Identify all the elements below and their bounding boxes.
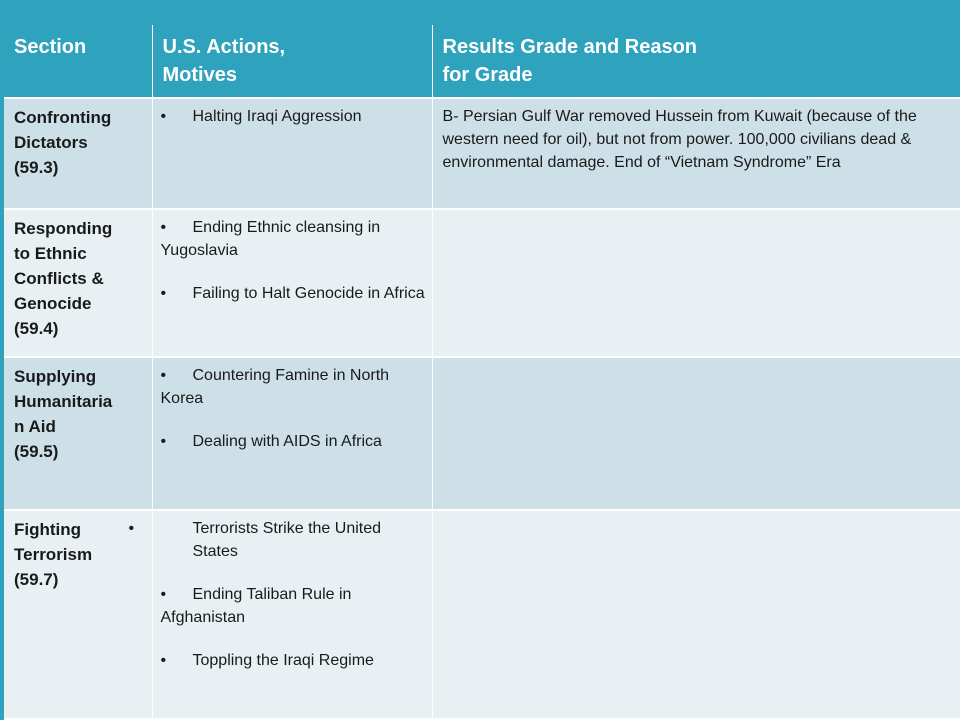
section-line: Genocide xyxy=(14,294,92,313)
header-results xyxy=(432,25,960,98)
actions-list xyxy=(128,517,426,563)
header-actions xyxy=(152,25,432,98)
action-item xyxy=(161,583,426,629)
section-cell xyxy=(4,510,152,719)
action-text: Failing to Halt Genocide in Africa xyxy=(192,285,425,302)
actions-cell xyxy=(152,357,432,510)
action-text: Dealing with AIDS in Africa xyxy=(192,433,382,450)
action-item xyxy=(161,430,426,453)
actions-cell xyxy=(128,510,432,719)
table-row xyxy=(4,98,960,209)
section-line: Responding xyxy=(14,219,113,238)
actions-list xyxy=(161,216,426,305)
table-header-row xyxy=(4,25,960,98)
action-item xyxy=(161,216,426,262)
header-actions-line-1: U.S. Actions, xyxy=(162,36,286,58)
bullet-icon: • xyxy=(160,433,167,450)
bullet-icon: • xyxy=(160,285,167,302)
action-item xyxy=(161,649,426,672)
section-line: Terrorism xyxy=(14,545,93,564)
section-line: n Aid xyxy=(14,417,56,436)
bullet-icon: • xyxy=(128,520,135,537)
action-item xyxy=(161,364,426,410)
actions-list xyxy=(161,105,426,128)
action-text: Toppling the Iraqi Regime xyxy=(192,652,374,669)
section-line: Confronting xyxy=(14,108,112,127)
result-cell xyxy=(432,209,960,357)
action-item xyxy=(161,105,426,128)
bullet-icon: • xyxy=(160,586,167,603)
action-text: Ending Taliban Rule in Afghanistan xyxy=(160,586,352,626)
actions-cell xyxy=(152,98,432,209)
action-text: Countering Famine in North Korea xyxy=(160,367,390,407)
result-cell xyxy=(432,510,960,719)
actions-cell xyxy=(152,209,432,357)
header-results-line-1: Results Grade and Reason xyxy=(442,36,698,58)
table-row xyxy=(4,209,960,357)
section-line: (59.4) xyxy=(14,319,59,338)
section-line: Supplying xyxy=(14,367,97,386)
bullet-icon: • xyxy=(160,219,167,236)
bullet-icon: • xyxy=(160,108,167,125)
slide-top-band xyxy=(0,0,960,25)
action-item xyxy=(161,282,426,305)
result-cell xyxy=(432,98,960,209)
section-line: (59.7) xyxy=(14,570,59,589)
header-section xyxy=(4,25,152,98)
result-text: B- Persian Gulf War removed Hussein from Kuwait (because of the western need for oil), but not from power. 100,000 civilians dead & environmental damage. End of “Vietnam Syndrome” Era xyxy=(442,108,917,171)
section-cell xyxy=(4,209,152,357)
action-text: Halting Iraqi Aggression xyxy=(192,108,362,125)
table-row xyxy=(4,357,960,510)
result-cell xyxy=(432,357,960,510)
bullet-icon: • xyxy=(160,652,167,669)
us-actions-table xyxy=(4,25,961,720)
actions-list xyxy=(161,583,426,672)
section-line: Humanitaria xyxy=(14,392,113,411)
section-cell xyxy=(4,357,152,510)
section-cell xyxy=(4,98,152,209)
section-line: Dictators xyxy=(14,133,88,152)
header-section-label: Section xyxy=(14,36,87,58)
section-line: Conflicts & xyxy=(14,269,104,288)
header-results-line-2: for Grade xyxy=(442,64,533,86)
header-actions-line-2: Motives xyxy=(162,64,237,86)
table-row xyxy=(4,510,960,719)
section-line: Fighting xyxy=(14,520,82,539)
bullet-icon: • xyxy=(160,367,167,384)
actions-list xyxy=(161,364,426,453)
section-line: (59.3) xyxy=(14,158,59,177)
action-text: Terrorists Strike the United States xyxy=(192,520,382,560)
action-item xyxy=(128,517,426,563)
action-text: Ending Ethnic cleansing in Yugoslavia xyxy=(160,219,381,259)
section-line: (59.5) xyxy=(14,442,59,461)
section-line: to Ethnic xyxy=(14,244,87,263)
